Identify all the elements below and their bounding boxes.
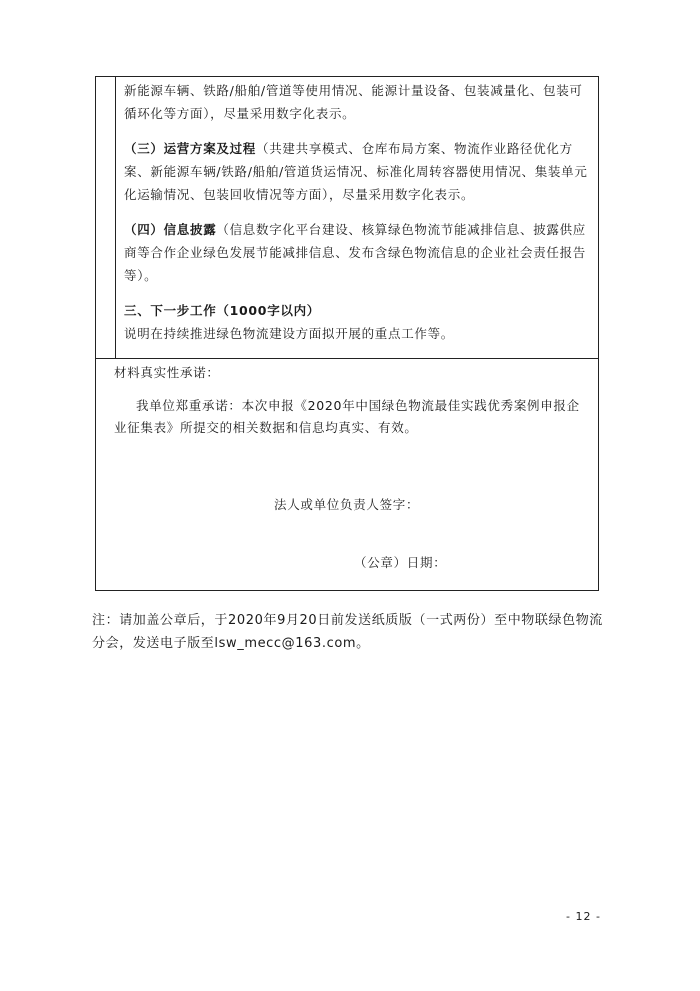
next-steps-body: 说明在持续推进绿色物流建设方面拟开展的重点工作等。 bbox=[124, 326, 455, 341]
pledge-cell bbox=[96, 359, 598, 590]
label-column bbox=[96, 77, 116, 358]
pledge-body: 我单位郑重承诺：本次申报《2020年中国绿色物流最佳实践优秀案例申报企业征集表》所提交的相关数据和信息均真实、有效。 bbox=[114, 398, 580, 435]
section3-body: （共建共享模式、仓库布局方案、物流作业路径优化方案、新能源车辆/铁路/船舶/管道货运情况、标准化周转容器使用情况、集装单元化运输情况、包装回收情况等方面），尽量采用数字化表示。 bbox=[124, 141, 588, 202]
content-cell bbox=[96, 77, 598, 359]
content-text bbox=[124, 79, 590, 357]
pledge-title: 材料真实性承诺： bbox=[114, 365, 220, 380]
next-steps-heading: 三、下一步工作（1000字以内） bbox=[124, 303, 320, 318]
section3 bbox=[124, 137, 590, 206]
footer-note: 注：请加盖公章后，于2020年9月20日前发送纸质版（一式两份）至中物联绿色物流分会，发送电子版至lsw_mecc@163.com。 bbox=[92, 613, 603, 651]
next-steps bbox=[124, 299, 590, 345]
section4-body: （信息数字化平台建设、核算绿色物流节能减排信息、披露供应商等合作企业绿色发展节能减排信息、发布含绿色物流信息的企业社会责任报告等）。 bbox=[124, 222, 587, 283]
form-table bbox=[95, 76, 599, 591]
section3-heading: （三）运营方案及过程 bbox=[124, 141, 257, 156]
section4-heading: （四）信息披露 bbox=[124, 222, 217, 237]
signature-label: 法人或单位负责人签字： bbox=[274, 497, 420, 512]
section4 bbox=[124, 218, 590, 287]
seal-date-label: （公章）日期： bbox=[354, 555, 447, 570]
section2-tail: 新能源车辆、铁路/船舶/管道等使用情况、能源计量设备、包装减量化、包装可循环化等方面），尽量采用数字化表示。 bbox=[124, 83, 583, 121]
page-number: - 12 - bbox=[566, 910, 601, 923]
